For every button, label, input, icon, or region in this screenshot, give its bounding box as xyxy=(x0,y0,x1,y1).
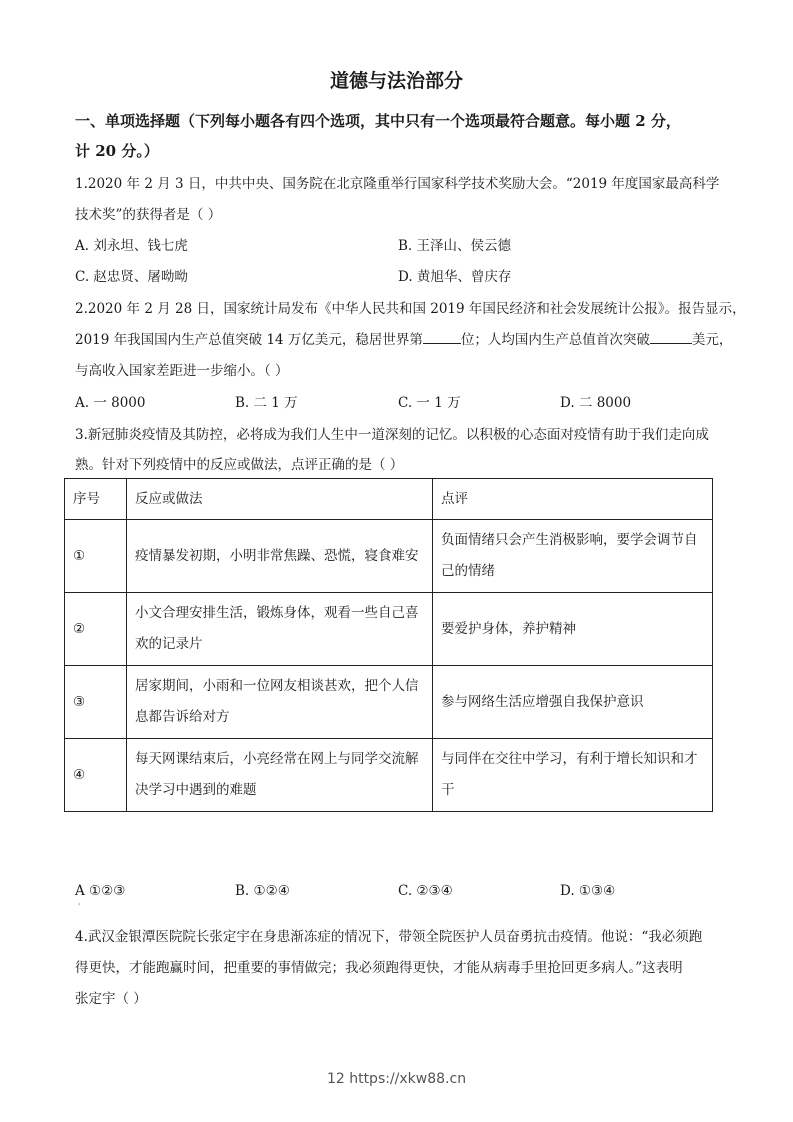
q3-table xyxy=(64,478,713,812)
q1-option-d: D. 黄旭华、曾庆存 xyxy=(398,269,512,285)
q4-stem-line-2: 得更快，才能跑赢时间，把重要的事情做完；我必须跑得更快，才能从病毒手里抢回更多病人。”这表明 xyxy=(75,960,683,976)
q2-stem-line-3: 与高收入国家差距进一步缩小。（ ） xyxy=(75,363,289,379)
q2-option-c: C. 一 1 万 xyxy=(398,395,461,411)
q2-stem-line-1: 2.2020 年 2 月 28 日，国家统计局发布《中华人民共和国 2019 年国民经济和社会发展统计公报》。报告显示， xyxy=(75,301,746,317)
row-action: 居家期间，小雨和一位网友相谈甚欢，把个人信息都告诉给对方 xyxy=(127,666,433,739)
table-row xyxy=(65,593,713,666)
q4-stem-line-1: 4.武汉金银潭医院院长张定宇在身患渐冻症的情况下，带领全院医护人员奋勇抗击疫情。他说：“我必须跑 xyxy=(75,929,703,945)
header-action: 反应或做法 xyxy=(127,479,433,520)
q3-option-d: D. ①③④ xyxy=(560,883,616,899)
q4-stem-line-3: 张定宇（ ） xyxy=(75,991,147,1007)
q1-option-c: C. 赵忠贤、屠呦呦 xyxy=(75,269,188,285)
q2-option-d: D. 二 8000 xyxy=(560,395,632,411)
q3-stem-line-2: 熟。针对下列疫情中的反应或做法，点评正确的是（ ） xyxy=(75,457,404,473)
q1-stem-line-2: 技术奖”的获得者是（ ） xyxy=(75,207,222,223)
table-row xyxy=(65,520,713,593)
row-action: 每天网课结束后，小亮经常在网上与同学交流解决学习中遇到的难题 xyxy=(127,739,433,812)
section-heading-line-2: 计 20 分。） xyxy=(75,142,159,160)
q1-option-a: A. 刘永坦、钱七虎 xyxy=(75,238,188,254)
row-action: 疫情暴发初期，小明非常焦躁、恐慌，寝食难安 xyxy=(127,520,433,593)
row-comment: 参与网络生活应增强自我保护意识 xyxy=(433,666,713,739)
row-no: ② xyxy=(65,593,127,666)
stray-mark: ' xyxy=(78,902,81,911)
q2-option-a: A. 一 8000 xyxy=(75,395,146,411)
q2-stem-part-c: 美元， xyxy=(691,332,733,348)
page-title: 道德与法治部分 xyxy=(329,70,463,92)
row-comment: 与同伴在交往中学习，有利于增长知识和才干 xyxy=(433,739,713,812)
row-comment: 负面情绪只会产生消极影响，要学会调节自己的情绪 xyxy=(433,520,713,593)
row-comment: 要爱护身体，养护精神 xyxy=(433,593,713,666)
q3-option-a: A ①②③ xyxy=(75,883,126,899)
q2-option-b: B. 二 1 万 xyxy=(235,395,298,411)
q3-option-c: C. ②③④ xyxy=(398,883,453,899)
q2-stem-part-b: 位；人均国内生产总值首次突破 xyxy=(460,332,650,348)
q3-stem-line-1: 3.新冠肺炎疫情及其防控，必将成为我们人生中一道深刻的记忆。以积极的心态面对疫情有助于我们走向成 xyxy=(75,427,709,443)
table-row xyxy=(65,666,713,739)
header-comment: 点评 xyxy=(433,479,713,520)
q2-stem-line-2 xyxy=(75,328,732,348)
table-row xyxy=(65,739,713,812)
row-no: ① xyxy=(65,520,127,593)
row-no: ④ xyxy=(65,739,127,812)
page-footer: 12 https://xkw88.cn xyxy=(326,1071,467,1087)
header-no: 序号 xyxy=(65,479,127,520)
q1-option-b: B. 王泽山、侯云德 xyxy=(398,238,512,254)
q2-stem-part-a: 2019 年我国国内生产总值突破 14 万亿美元，稳居世界第 xyxy=(75,332,423,348)
row-action: 小文合理安排生活，锻炼身体，观看一些自己喜欢的记录片 xyxy=(127,593,433,666)
answer-blank xyxy=(423,329,461,344)
row-no: ③ xyxy=(65,666,127,739)
table-header-row xyxy=(65,479,713,520)
q3-option-b: B. ①②④ xyxy=(235,883,290,899)
answer-blank xyxy=(650,329,692,344)
section-heading-line-1: 一、单项选择题（下列每小题各有四个选项，其中只有一个选项最符合题意。每小题 2 分， xyxy=(75,112,681,130)
q1-stem-line-1: 1.2020 年 2 月 3 日，中共中央、国务院在北京隆重举行国家科学技术奖励大会。“2019 年度国家最高科学 xyxy=(75,176,720,192)
